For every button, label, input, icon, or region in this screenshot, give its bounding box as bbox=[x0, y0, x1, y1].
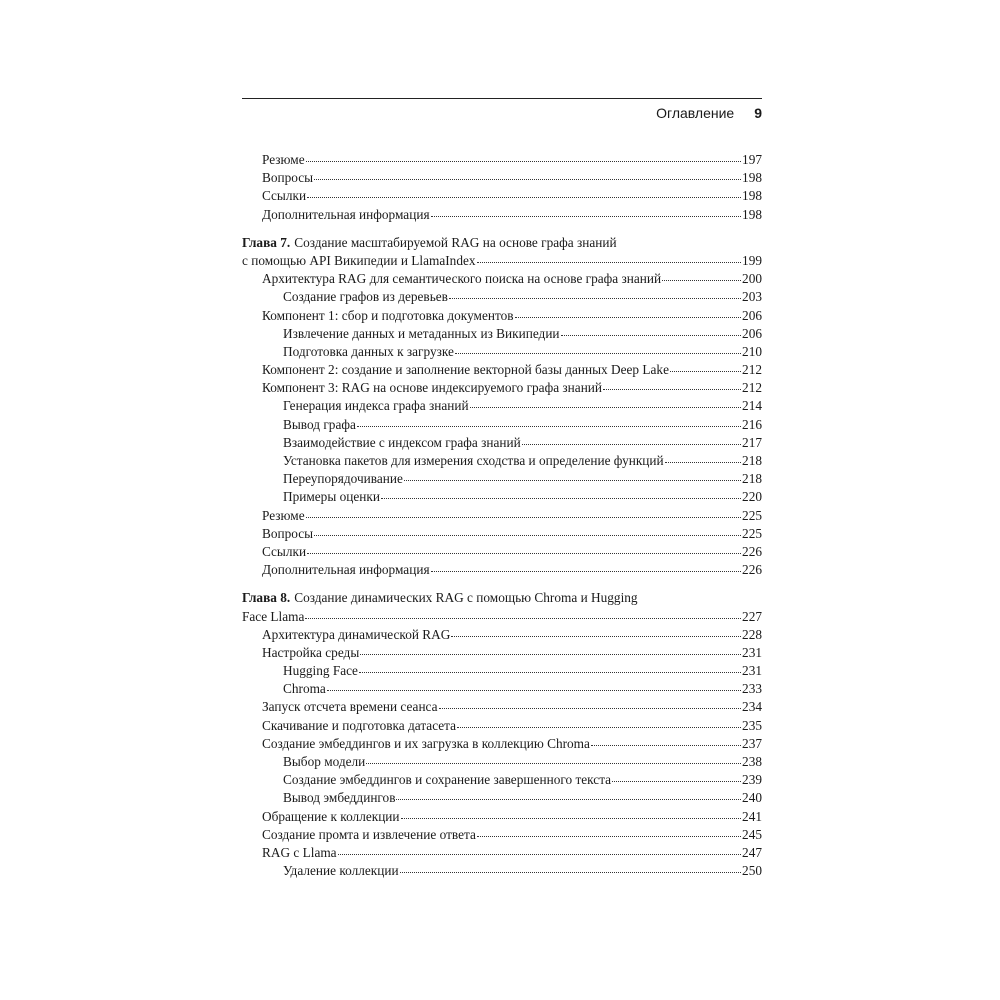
toc-entry-label: Создание эмбеддингов и их загрузка в коллекцию Chroma bbox=[262, 735, 590, 751]
toc-entry bbox=[242, 627, 762, 645]
leader-dots bbox=[400, 872, 741, 873]
toc-entry-page: 226 bbox=[742, 562, 762, 578]
toc-entry bbox=[242, 718, 762, 736]
toc-entry-page: 231 bbox=[742, 644, 762, 660]
toc-entry-label: Взаимодействие с индексом графа знаний bbox=[283, 434, 521, 450]
leader-dots bbox=[338, 854, 741, 855]
toc-entry bbox=[242, 453, 762, 471]
leader-dots bbox=[305, 618, 741, 619]
chapter-7-number: Глава 7. bbox=[242, 234, 291, 250]
toc-entry-page: 250 bbox=[742, 863, 762, 879]
chapter-8-heading bbox=[242, 590, 762, 626]
toc-entry bbox=[242, 344, 762, 362]
toc-entry bbox=[242, 772, 762, 790]
toc-entry bbox=[242, 863, 762, 881]
toc-entry-label: Создание графов из деревьев bbox=[283, 289, 448, 305]
leader-dots bbox=[327, 690, 741, 691]
toc-entry bbox=[242, 645, 762, 663]
leader-dots bbox=[431, 571, 741, 572]
leader-dots bbox=[457, 727, 741, 728]
toc-entry-label: Запуск отсчета времени сеанса bbox=[262, 699, 438, 715]
leader-dots bbox=[404, 480, 741, 481]
toc-entry-label: Ссылки bbox=[262, 543, 307, 559]
toc-entry bbox=[242, 790, 762, 808]
leader-dots bbox=[306, 161, 741, 162]
toc-entry bbox=[242, 435, 762, 453]
toc-entry bbox=[242, 152, 762, 170]
chapter-7-title-line1 bbox=[242, 235, 762, 253]
leader-dots bbox=[515, 317, 741, 318]
toc-entry bbox=[242, 736, 762, 754]
toc-entry bbox=[242, 681, 762, 699]
toc-entry-page: 212 bbox=[742, 362, 762, 378]
toc-entry bbox=[242, 398, 762, 416]
toc-entry-page: 234 bbox=[742, 699, 762, 715]
chapter-7-entries bbox=[242, 271, 762, 580]
toc-entry bbox=[242, 489, 762, 507]
leader-dots bbox=[449, 298, 741, 299]
toc-entry-label: Создание эмбеддингов и сохранение завершенного текста bbox=[283, 772, 612, 788]
leader-dots bbox=[401, 818, 742, 819]
toc-entry bbox=[242, 663, 762, 681]
toc-entry-label: Обращение к коллекции bbox=[262, 808, 400, 824]
toc-entry-page: 240 bbox=[742, 790, 762, 806]
leader-dots bbox=[470, 407, 741, 408]
leader-dots bbox=[665, 462, 741, 463]
toc-entry-label: Подготовка данных к загрузке bbox=[283, 343, 454, 359]
toc-entry-page: 245 bbox=[742, 826, 762, 842]
toc-entry bbox=[242, 207, 762, 225]
toc-entry bbox=[242, 827, 762, 845]
toc-entry-label: Переупорядочивание bbox=[283, 471, 403, 487]
leader-dots bbox=[477, 262, 742, 263]
leader-dots bbox=[439, 708, 742, 709]
toc-entry-page: 218 bbox=[742, 453, 762, 468]
toc-entry-label: Извлечение данных и метаданных из Википедии bbox=[283, 325, 560, 341]
toc-entry-label: Архитектура динамической RAG bbox=[262, 626, 451, 642]
toc-entry-page: 216 bbox=[742, 416, 762, 432]
toc-entry-label: Примеры оценки bbox=[283, 489, 380, 505]
toc-entry-page: 198 bbox=[742, 188, 762, 204]
toc-entry-label: Удаление коллекции bbox=[283, 863, 399, 879]
toc-entry bbox=[242, 308, 762, 326]
toc-entry bbox=[242, 362, 762, 380]
toc-entry-page: 217 bbox=[742, 434, 762, 450]
chapter-8-title-part2: Face Llama bbox=[242, 608, 305, 624]
toc-entry-label: Компонент 3: RAG на основе индексируемого графа знаний bbox=[262, 380, 603, 396]
toc-entry bbox=[242, 754, 762, 772]
toc-entry-page: 203 bbox=[742, 289, 762, 305]
toc-entry-page: 228 bbox=[742, 626, 762, 642]
toc-entry-page: 220 bbox=[742, 489, 762, 505]
leader-dots bbox=[431, 216, 741, 217]
toc-entry bbox=[242, 508, 762, 526]
leader-dots bbox=[455, 353, 741, 354]
spacer bbox=[242, 225, 762, 235]
leader-dots bbox=[366, 763, 741, 764]
leader-dots bbox=[314, 179, 741, 180]
toc-entry-label: Дополнительная информация bbox=[262, 562, 430, 578]
toc-entry bbox=[242, 170, 762, 188]
header-rule bbox=[242, 98, 762, 99]
toc-entry-page: 239 bbox=[742, 772, 762, 788]
toc-entry-label: RAG с Llama bbox=[262, 844, 337, 860]
toc-entry bbox=[242, 188, 762, 206]
toc-entry-label: Вопросы bbox=[262, 170, 314, 186]
chapter-7-heading bbox=[242, 235, 762, 271]
leader-dots bbox=[670, 371, 741, 372]
toc-entry bbox=[242, 326, 762, 344]
table-of-contents bbox=[242, 152, 762, 881]
leader-dots bbox=[561, 335, 742, 336]
leader-dots bbox=[306, 517, 741, 518]
leader-dots bbox=[381, 498, 741, 499]
leader-dots bbox=[603, 389, 741, 390]
toc-entry-label: Ссылки bbox=[262, 188, 307, 204]
toc-entry-label: Установка пакетов для измерения сходства и определение функций bbox=[283, 453, 664, 468]
toc-entry-label: Компонент 2: создание и заполнение векторной базы данных Deep Lake bbox=[262, 362, 669, 378]
running-header-page-number: 9 bbox=[754, 105, 762, 121]
toc-entry-label: Резюме bbox=[262, 507, 305, 523]
toc-entry bbox=[242, 417, 762, 435]
toc-entry-page: 231 bbox=[742, 663, 762, 679]
chapter-7-title-line2 bbox=[242, 253, 762, 271]
toc-entry bbox=[242, 544, 762, 562]
chapter-8-page: 227 bbox=[742, 608, 762, 624]
toc-entry bbox=[242, 380, 762, 398]
leader-dots bbox=[307, 553, 741, 554]
toc-entry-label: Chroma bbox=[283, 681, 326, 697]
toc-entry-page: 210 bbox=[742, 343, 762, 359]
toc-entry-page: 197 bbox=[742, 152, 762, 167]
leader-dots bbox=[591, 745, 741, 746]
toc-entry-page: 214 bbox=[742, 398, 762, 414]
toc-entry-page: 225 bbox=[742, 525, 762, 541]
toc-entry-label: Создание промта и извлечение ответа bbox=[262, 826, 476, 842]
toc-entry-label: Hugging Face bbox=[283, 663, 358, 679]
toc-entry bbox=[242, 526, 762, 544]
toc-entry-label: Выбор модели bbox=[283, 754, 366, 769]
toc-entry-page: 200 bbox=[742, 271, 762, 287]
chapter-7-title-part1: Создание масштабируемой RAG на основе графа знаний bbox=[294, 234, 617, 250]
toc-entry-page: 206 bbox=[742, 307, 762, 323]
leader-dots bbox=[307, 197, 741, 198]
leader-dots bbox=[396, 799, 741, 800]
toc-entry-page: 241 bbox=[742, 808, 762, 824]
running-header bbox=[656, 105, 762, 125]
leader-dots bbox=[451, 636, 741, 637]
toc-entry-page: 212 bbox=[742, 380, 762, 396]
spacer bbox=[242, 580, 762, 590]
toc-entry-page: 198 bbox=[742, 170, 762, 186]
toc-entry bbox=[242, 699, 762, 717]
toc-entry-label: Скачивание и подготовка датасета bbox=[262, 717, 457, 733]
running-header-title: Оглавление bbox=[656, 105, 735, 121]
chapter-8-title-line2 bbox=[242, 609, 762, 627]
toc-entry-page: 198 bbox=[742, 206, 762, 222]
toc-entry-label: Архитектура RAG для семантического поиска на основе графа знаний bbox=[262, 271, 662, 287]
leader-dots bbox=[662, 280, 741, 281]
toc-entry-label: Вывод графа bbox=[283, 416, 356, 432]
toc-entry-page: 238 bbox=[742, 754, 762, 769]
toc-entry-label: Вывод эмбеддингов bbox=[283, 790, 396, 806]
toc-entry bbox=[242, 289, 762, 307]
toc-entry bbox=[242, 809, 762, 827]
toc-entry-page: 237 bbox=[742, 735, 762, 751]
book-page bbox=[242, 98, 762, 938]
leader-dots bbox=[477, 836, 741, 837]
toc-group-previous-chapter-end bbox=[242, 152, 762, 225]
toc-entry bbox=[242, 562, 762, 580]
toc-entry-page: 225 bbox=[742, 507, 762, 523]
chapter-7-page: 199 bbox=[742, 252, 762, 268]
leader-dots bbox=[357, 426, 741, 427]
toc-entry-label: Резюме bbox=[262, 152, 305, 167]
chapter-8-title-line1 bbox=[242, 590, 762, 608]
toc-entry-page: 206 bbox=[742, 325, 762, 341]
toc-entry bbox=[242, 271, 762, 289]
toc-entry-label: Генерация индекса графа знаний bbox=[283, 398, 469, 414]
toc-entry-label: Компонент 1: сбор и подготовка документов bbox=[262, 307, 514, 323]
toc-entry-page: 233 bbox=[742, 681, 762, 697]
toc-entry-page: 235 bbox=[742, 717, 762, 733]
toc-entry bbox=[242, 845, 762, 863]
toc-entry-page: 218 bbox=[742, 471, 762, 487]
chapter-8-title-part1: Создание динамических RAG с помощью Chroma и Hugging bbox=[294, 590, 638, 606]
chapter-8-entries bbox=[242, 627, 762, 882]
leader-dots bbox=[359, 672, 741, 673]
chapter-8-number: Глава 8. bbox=[242, 590, 291, 606]
leader-dots bbox=[612, 781, 741, 782]
toc-entry-page: 226 bbox=[742, 543, 762, 559]
toc-entry-label: Вопросы bbox=[262, 525, 314, 541]
leader-dots bbox=[314, 535, 741, 536]
toc-entry-page: 247 bbox=[742, 844, 762, 860]
toc-entry-label: Дополнительная информация bbox=[262, 206, 430, 222]
leader-dots bbox=[522, 444, 741, 445]
chapter-7-title-part2: с помощью API Википедии и LlamaIndex bbox=[242, 252, 476, 268]
toc-entry-label: Настройка среды bbox=[262, 644, 360, 660]
toc-entry bbox=[242, 471, 762, 489]
leader-dots bbox=[360, 654, 741, 655]
